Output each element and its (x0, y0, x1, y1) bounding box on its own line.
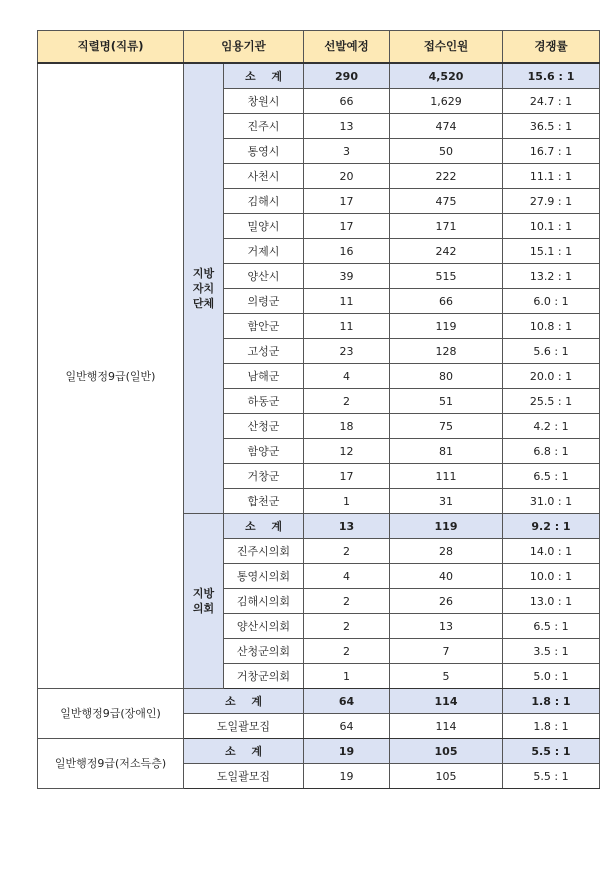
row-ratio: 36.5 : 1 (503, 114, 600, 139)
row-applicants: 13 (390, 614, 503, 639)
row-applicants: 128 (390, 339, 503, 364)
agency-name: 김해시 (224, 189, 304, 214)
row-ratio: 24.7 : 1 (503, 89, 600, 114)
agency-name: 양산시 (224, 264, 304, 289)
agency-name: 거제시 (224, 239, 304, 264)
agency-name: 밀양시 (224, 214, 304, 239)
row-applicants: 31 (390, 489, 503, 514)
row-planned: 2 (304, 589, 390, 614)
row-planned: 64 (304, 714, 390, 739)
agency-name: 창원시 (224, 89, 304, 114)
subtotal-ratio: 15.6 : 1 (503, 63, 600, 89)
agency-name: 거창군 (224, 464, 304, 489)
row-ratio: 6.0 : 1 (503, 289, 600, 314)
row-ratio: 27.9 : 1 (503, 189, 600, 214)
row-ratio: 13.2 : 1 (503, 264, 600, 289)
position-disabled: 일반행정9급(장애인) (38, 689, 184, 739)
row-applicants: 66 (390, 289, 503, 314)
row-planned: 2 (304, 539, 390, 564)
agency-name: 산청군의회 (224, 639, 304, 664)
row-ratio: 1.8 : 1 (503, 714, 600, 739)
row-planned: 16 (304, 239, 390, 264)
agency-name: 도일괄모집 (184, 714, 304, 739)
subtotal-applicants: 114 (390, 689, 503, 714)
position-general: 일반행정9급(일반) (38, 63, 184, 689)
row-planned: 12 (304, 439, 390, 464)
row-applicants: 222 (390, 164, 503, 189)
row-applicants: 515 (390, 264, 503, 289)
agency-name: 김해시의회 (224, 589, 304, 614)
row-planned: 13 (304, 114, 390, 139)
row-applicants: 1,629 (390, 89, 503, 114)
row-ratio: 6.5 : 1 (503, 614, 600, 639)
row-ratio: 31.0 : 1 (503, 489, 600, 514)
row-ratio: 25.5 : 1 (503, 389, 600, 414)
agency-name: 진주시의회 (224, 539, 304, 564)
agency-name: 함양군 (224, 439, 304, 464)
recruitment-table (37, 30, 600, 789)
row-ratio: 20.0 : 1 (503, 364, 600, 389)
row-applicants: 50 (390, 139, 503, 164)
agency-name: 함안군 (224, 314, 304, 339)
row-applicants: 111 (390, 464, 503, 489)
subtotal-planned: 290 (304, 63, 390, 89)
row-ratio: 4.2 : 1 (503, 414, 600, 439)
row-applicants: 114 (390, 714, 503, 739)
row-ratio: 6.5 : 1 (503, 464, 600, 489)
header-applicants: 접수인원 (390, 31, 503, 64)
position-low-income: 일반행정9급(저소득층) (38, 739, 184, 789)
row-planned: 4 (304, 564, 390, 589)
agency-name: 진주시 (224, 114, 304, 139)
row-planned: 2 (304, 639, 390, 664)
group-local-council: 지방 의회 (184, 514, 224, 689)
row-planned: 2 (304, 389, 390, 414)
subtotal-label: 소 계 (184, 739, 304, 764)
agency-name: 통영시 (224, 139, 304, 164)
agency-name: 남해군 (224, 364, 304, 389)
row-planned: 17 (304, 214, 390, 239)
agency-name: 합천군 (224, 489, 304, 514)
agency-name: 고성군 (224, 339, 304, 364)
subtotal-ratio: 1.8 : 1 (503, 689, 600, 714)
agency-name: 의령군 (224, 289, 304, 314)
subtotal-planned: 13 (304, 514, 390, 539)
row-planned: 1 (304, 664, 390, 689)
row-applicants: 475 (390, 189, 503, 214)
subtotal-ratio: 5.5 : 1 (503, 739, 600, 764)
row-ratio: 10.1 : 1 (503, 214, 600, 239)
row-applicants: 242 (390, 239, 503, 264)
subtotal-label: 소 계 (224, 63, 304, 89)
row-ratio: 13.0 : 1 (503, 589, 600, 614)
row-applicants: 51 (390, 389, 503, 414)
row-planned: 20 (304, 164, 390, 189)
agency-name: 통영시의회 (224, 564, 304, 589)
row-applicants: 75 (390, 414, 503, 439)
subtotal-planned: 64 (304, 689, 390, 714)
subtotal-applicants: 105 (390, 739, 503, 764)
row-ratio: 5.0 : 1 (503, 664, 600, 689)
row-ratio: 5.6 : 1 (503, 339, 600, 364)
row-applicants: 26 (390, 589, 503, 614)
row-applicants: 171 (390, 214, 503, 239)
row-applicants: 5 (390, 664, 503, 689)
subtotal-label: 소 계 (184, 689, 304, 714)
group-local-gov: 지방 자치 단체 (184, 63, 224, 514)
row-ratio: 16.7 : 1 (503, 139, 600, 164)
row-ratio: 10.0 : 1 (503, 564, 600, 589)
row-planned: 1 (304, 489, 390, 514)
subtotal-applicants: 119 (390, 514, 503, 539)
agency-name: 사천시 (224, 164, 304, 189)
subtotal-planned: 19 (304, 739, 390, 764)
row-planned: 18 (304, 414, 390, 439)
row-applicants: 474 (390, 114, 503, 139)
row-planned: 11 (304, 314, 390, 339)
row-applicants: 119 (390, 314, 503, 339)
subtotal-label: 소 계 (224, 514, 304, 539)
agency-name: 하동군 (224, 389, 304, 414)
agency-name: 거창군의회 (224, 664, 304, 689)
header-planned: 선발예정 (304, 31, 390, 64)
row-applicants: 40 (390, 564, 503, 589)
row-planned: 4 (304, 364, 390, 389)
row-planned: 17 (304, 464, 390, 489)
header-row (38, 31, 600, 64)
table-row (38, 739, 600, 764)
table-row (38, 63, 600, 89)
subtotal-applicants: 4,520 (390, 63, 503, 89)
header-position: 직렬명(직류) (38, 31, 184, 64)
row-applicants: 81 (390, 439, 503, 464)
subtotal-ratio: 9.2 : 1 (503, 514, 600, 539)
table-row (38, 689, 600, 714)
row-applicants: 80 (390, 364, 503, 389)
row-ratio: 3.5 : 1 (503, 639, 600, 664)
row-planned: 11 (304, 289, 390, 314)
row-applicants: 105 (390, 764, 503, 789)
row-ratio: 5.5 : 1 (503, 764, 600, 789)
agency-name: 산청군 (224, 414, 304, 439)
row-ratio: 14.0 : 1 (503, 539, 600, 564)
row-planned: 66 (304, 89, 390, 114)
row-planned: 19 (304, 764, 390, 789)
row-planned: 3 (304, 139, 390, 164)
row-planned: 23 (304, 339, 390, 364)
row-applicants: 28 (390, 539, 503, 564)
row-ratio: 10.8 : 1 (503, 314, 600, 339)
row-applicants: 7 (390, 639, 503, 664)
header-ratio: 경쟁률 (503, 31, 600, 64)
row-ratio: 11.1 : 1 (503, 164, 600, 189)
agency-name: 도일괄모집 (184, 764, 304, 789)
row-planned: 2 (304, 614, 390, 639)
agency-name: 양산시의회 (224, 614, 304, 639)
row-planned: 39 (304, 264, 390, 289)
row-ratio: 6.8 : 1 (503, 439, 600, 464)
row-planned: 17 (304, 189, 390, 214)
row-ratio: 15.1 : 1 (503, 239, 600, 264)
header-agency: 임용기관 (184, 31, 304, 64)
